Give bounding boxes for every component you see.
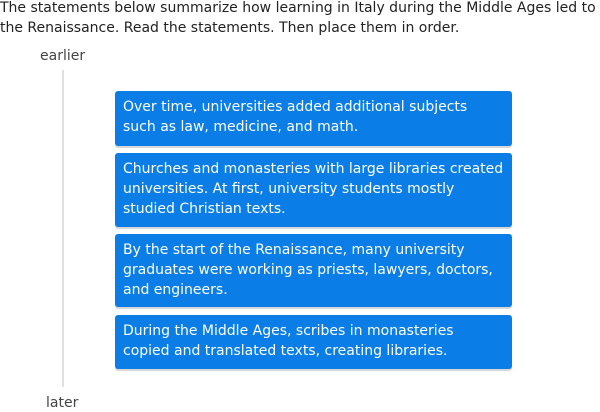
instructions-text: The statements below summarize how learning in Italy during the Middle Ages led to the Renaissance. Read the statements. Then place them in order. (0, 0, 596, 36)
draggable-statement-card[interactable]: During the Middle Ages, scribes in monasteries copied and translated texts, creating libraries. (115, 315, 512, 369)
timeline-earlier-label: earlier (40, 48, 86, 64)
timeline-line (62, 70, 64, 387)
draggable-statement-card[interactable]: Churches and monasteries with large libraries created universities. At first, university students mostly studied Christian texts. (115, 153, 512, 227)
timeline-later-label: later (46, 395, 79, 411)
draggable-statement-card[interactable]: By the start of the Renaissance, many university graduates were working as priests, lawyers, doctors, and engineers. (115, 234, 512, 307)
draggable-statement-card[interactable]: Over time, universities added additional subjects such as law, medicine, and math. (115, 91, 512, 146)
